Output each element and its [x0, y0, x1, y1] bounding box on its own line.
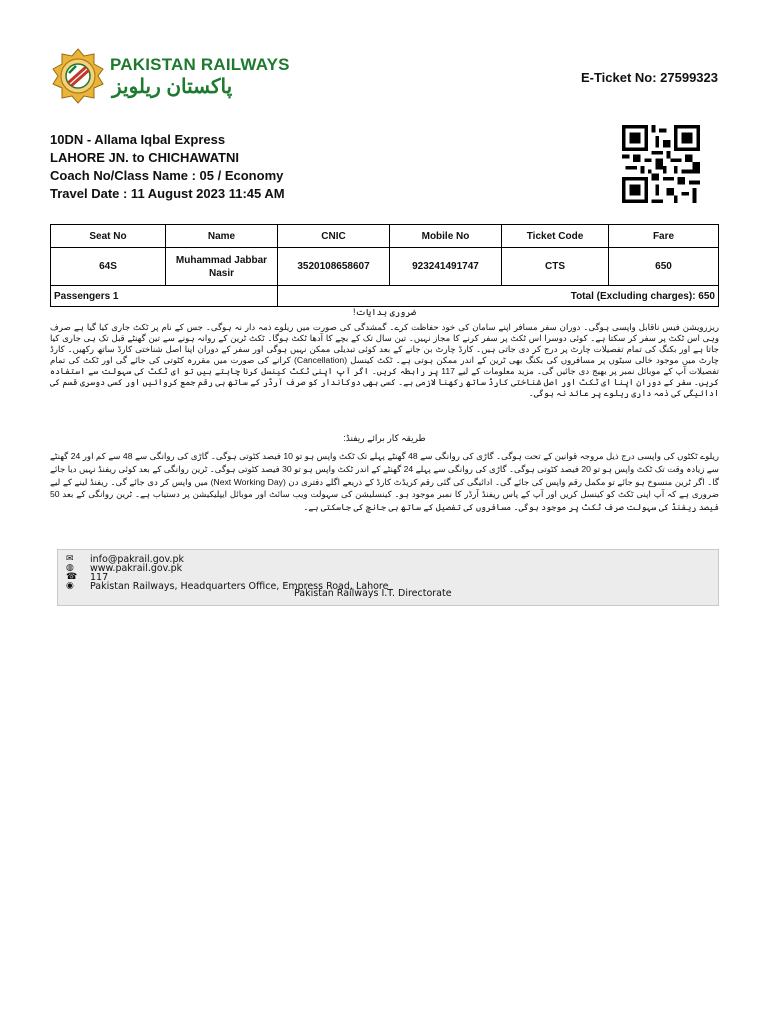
- seat-cell: 64S: [51, 248, 166, 286]
- brand-name-urdu: پاکستان ریلویز: [112, 76, 233, 98]
- train-name: 10DN - Allama Iqbal Express: [50, 132, 226, 147]
- instructions-text: ریزرویشن فیس ناقابل واپسی ہوگی۔ دوران سفر مسافر اپنے سامان کی خود حفاظت کرے۔ گمشدگی کی صورت میں ریلوے ذمہ دار نہ ہوگی۔ جس کے نام پر ٹکٹ جاری کیا گیا ہے صرف وہی اس ٹکٹ پر سفر کر سکتا ہے۔ کوئی دوسرا اس ٹکٹ پر سفر کرنے کا مجاز نہیں۔ تین سال تک کے بچے کا آدھا ٹکٹ ہوگا۔ ٹکٹ ٹرین کے روانہ ہونے سے تین گھنٹے قبل تک ہی جاری کیا جاتا ہے اور بکنگ کی تمام تفصیلات چارٹ پر درج کر دی جاتی ہیں۔ کارڈ چارٹ بن جانے کے بعد کوئی تبدیلی ممکن نہیں ہوگی اور سفر کے دوران اپنا اصل شناختی کارڈ ساتھ رکھیں۔ کارڈ چارٹ میں موجود خالی سیٹوں پر مسافروں کی بکنگ بھی ٹرین کے اندر ممکن ہوتی ہے۔ ٹکٹ کینسل (Cancellation) کرانے کی صورت میں مقررہ کٹوتی کی جائے گی اور ٹکٹ کی تمام تفصیلات آپ کے موبائل نمبر پر بھیج دی جائیں گی۔ مزید معلومات کے لیے 117 پر رابطہ کریں۔ اگر آپ اپنی ٹکٹ کینسل کرنا چاہتے ہیں تو ای ٹکٹ کی سہولت سے استفادہ کریں۔ سفر کے دوران اپنا ای ٹکٹ اور اصل شناختی کارڈ ساتھ رکھنا لازمی ہے۔ کسی بھی دوکاندار کو صرف آرڈر کے ساتھ ہی رقم جمع کروائیں اور کسی دوسری قسم کی ادائیگی کی ذمہ داری ریلوے پر عائد نہ ہوگی۔: [50, 322, 719, 398]
- brand-name-english: PAKISTAN RAILWAYS: [110, 55, 290, 74]
- column-header: Name: [166, 225, 278, 248]
- location-icon: ◉: [66, 581, 74, 591]
- cnic-cell: 3520108658607: [278, 248, 390, 286]
- envelope-icon: ✉: [66, 554, 74, 564]
- instructions-title: ضروری ہدایات!: [352, 307, 416, 317]
- contact-address: Pakistan Railways, Headquarters Office, Empress Road, Lahore: [90, 580, 389, 592]
- passenger-count: Passengers 1: [51, 286, 278, 307]
- coach-class: Coach No/Class Name : 05 / Economy: [50, 168, 284, 183]
- total-fare: Total (Excluding charges): 650: [278, 286, 719, 307]
- travel-date: Travel Date : 11 August 2023 11:45 AM: [50, 186, 285, 201]
- table-header-row: [51, 225, 719, 248]
- ticket-code-cell: CTS: [502, 248, 609, 286]
- column-header: Fare: [609, 225, 719, 248]
- table-row: [51, 248, 719, 286]
- contact-email[interactable]: info@pakrail.gov.pk: [90, 553, 184, 565]
- trip-details: [50, 131, 285, 203]
- phone-icon: ☎: [66, 572, 78, 582]
- directorate: Pakistan Railways I.T. Directorate: [294, 588, 452, 599]
- table-footer-row: [51, 286, 719, 307]
- fare-cell: 650: [609, 248, 719, 286]
- contact-phone: 117: [90, 571, 109, 583]
- column-header: Mobile No: [390, 225, 502, 248]
- column-header: Seat No: [51, 225, 166, 248]
- ticket-table: [50, 224, 719, 307]
- column-header: CNIC: [278, 225, 390, 248]
- contact-box: [57, 549, 719, 606]
- contact-website[interactable]: www.pakrail.gov.pk: [90, 562, 183, 574]
- refund-title: طریقہ کار برائے ریفنڈ:: [343, 433, 426, 443]
- column-header: Ticket Code: [502, 225, 609, 248]
- name-cell: Muhammad Jabbar Nasir: [166, 248, 278, 286]
- qr-code: [620, 125, 702, 203]
- globe-icon: ◍: [66, 563, 74, 573]
- refund-text: ریلوے ٹکٹوں کی واپسی درج ذیل مروجہ قوانین کے تحت ہوگی۔ گاڑی کی روانگی سے 48 گھنٹے پہلے تک ٹکٹ واپس ہو تو 10 فیصد کٹوتی ہوگی۔ گاڑی کی روانگی سے 48 سے کم اور 24 گھنٹے سے زیادہ وقت تک ٹکٹ واپس ہو تو 20 فیصد کٹوتی ہوگی۔ گاڑی کی روانگی سے پہلے 24 گھنٹے کے اندر ٹکٹ واپس ہو تو 30 فیصد کٹوتی ہوگی۔ ٹرین روانگی کے بعد کوئی ریفنڈ نہیں دیا جائے گا۔ اگر ٹرین منسوخ ہو جائے تو مکمل رقم واپس کی جائے گی۔ ادائیگی کی گئی رقم کریڈٹ کارڈ کے ذریعے اگلے دفتری دن (Next Working Day) میں واپس کر دی جائے گی۔ ریفنڈ لینے کے لیے ضروری ہے کہ آپ اپنی ٹکٹ کو کینسل کریں اور آپ کے پاس ریفنڈ آرڈر کا نمبر موجود ہو۔ کینسلیشن کی سہولت ویب سائٹ اور موبائل ایپلیکیشن پر دستیاب ہے۔ ٹرین روانگی کے بعد 50 فیصد ریفنڈ کی سہولت صرف ٹکٹ پر موجود ہوگی۔ مسافروں کی تفصیل کے ساتھ ہی جانچ کی جاسکتی ہے۔: [50, 451, 720, 513]
- eticket-number: E-Ticket No: 27599323: [580, 70, 718, 85]
- mobile-cell: 923241491747: [390, 248, 502, 286]
- route: LAHORE JN. to CHICHAWATNI: [50, 150, 239, 165]
